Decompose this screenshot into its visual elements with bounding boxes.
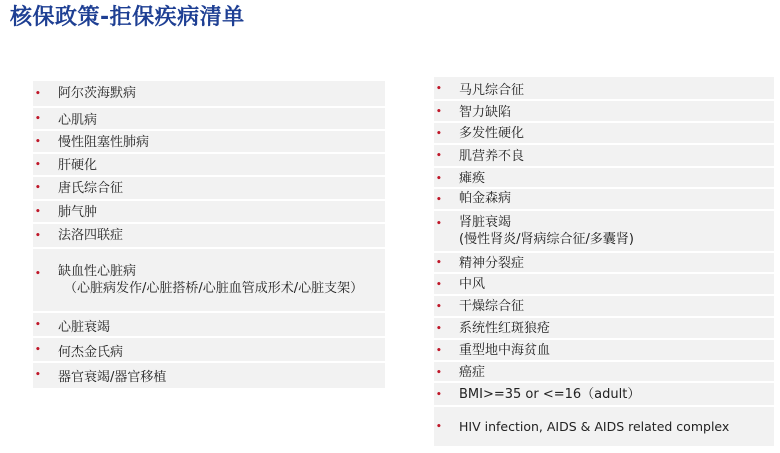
list-item-label: BMI>=35 or <=16（adult）: [459, 387, 641, 402]
list-item-label: 肌营养不良: [459, 149, 525, 164]
list-item-label: 马凡综合征: [459, 83, 525, 98]
bullet-icon: •: [35, 114, 41, 124]
list-item: [434, 123, 774, 145]
bullet-icon: •: [436, 280, 442, 290]
list-item-label: 重型地中海贫血: [459, 343, 551, 358]
bullet-icon: •: [436, 195, 442, 205]
list-item: [33, 177, 385, 201]
bullet-icon: •: [436, 84, 442, 94]
list-item-label: 多发性硬化: [459, 126, 525, 141]
bullet-icon: •: [436, 258, 442, 268]
list-item: [33, 363, 385, 388]
list-item-label: 中风: [459, 277, 486, 292]
bullet-icon: •: [35, 320, 41, 330]
list-item: [434, 340, 774, 362]
list-item-label: 慢性阻塞性肺病: [58, 135, 150, 150]
page-title: 核保政策-拒保疾病清单: [10, 5, 245, 30]
list-item-label: 器官衰竭/器官移植: [58, 370, 167, 385]
list-item: [434, 101, 774, 123]
list-item: [434, 168, 774, 189]
list-item: [33, 201, 385, 224]
list-item: [434, 362, 774, 383]
bullet-icon: •: [436, 390, 442, 400]
list-item-label: 肝硬化: [58, 158, 98, 173]
list-item: [434, 296, 774, 318]
list-item-label: 瘫痪: [459, 171, 486, 186]
list-item-label: 癌症: [459, 365, 486, 380]
list-item-label: HIV infection, AIDS & AIDS related complex: [459, 419, 730, 434]
bullet-icon: •: [35, 231, 41, 241]
list-item-label: 心脏衰竭: [58, 320, 111, 335]
list-item: [33, 338, 385, 363]
list-item-main-text: 缺血性心脏病: [58, 264, 137, 279]
list-item-main-text: 肾脏衰竭: [459, 215, 512, 230]
list-item: [33, 154, 385, 177]
bullet-icon: •: [35, 89, 41, 99]
list-item: [434, 274, 774, 296]
list-item: [434, 189, 774, 211]
list-item-sub-text: （心脏病发作/心脏搭桥/心脏血管成形术/心脏支架）: [64, 281, 364, 296]
bullet-icon: •: [436, 302, 442, 312]
list-item: [434, 407, 774, 446]
list-item-label: 法洛四联症: [58, 228, 124, 243]
list-item: [434, 253, 774, 274]
list-item-label: 精神分裂症: [459, 256, 525, 271]
list-item: [33, 131, 385, 154]
bullet-icon: •: [35, 137, 41, 147]
list-item-label: 唐氏综合征: [58, 181, 124, 196]
bullet-icon: •: [35, 345, 41, 355]
list-item-label: [58, 263, 381, 297]
list-item: [434, 145, 774, 168]
list-item-label: 心肌病: [58, 113, 98, 128]
bullet-icon: •: [436, 219, 442, 229]
bullet-icon: •: [35, 160, 41, 170]
list-item-label: 系统性红斑狼疮: [459, 321, 551, 336]
list-item-label: [459, 214, 770, 248]
list-item: [434, 211, 774, 253]
list-item: [33, 224, 385, 249]
bullet-icon: •: [35, 370, 41, 380]
list-item: [434, 318, 774, 340]
bullet-icon: •: [35, 183, 41, 193]
bullet-icon: •: [436, 129, 442, 139]
bullet-icon: •: [35, 269, 41, 279]
list-item-label: 干燥综合征: [459, 299, 525, 314]
bullet-icon: •: [436, 324, 442, 334]
list-item: [33, 108, 385, 131]
bullet-icon: •: [35, 207, 41, 217]
list-item: [434, 77, 774, 101]
list-item-label: 阿尔茨海默病: [58, 86, 137, 101]
list-item-label: 帕金森病: [459, 191, 512, 206]
list-item: [33, 313, 385, 338]
left-disease-list: [33, 81, 385, 388]
list-item: [434, 383, 774, 407]
list-item: [33, 81, 385, 108]
bullet-icon: •: [436, 346, 442, 356]
list-item-sub-text: (慢性肾炎/肾病综合征/多囊肾): [459, 232, 634, 247]
bullet-icon: •: [436, 107, 442, 117]
list-item: [33, 249, 385, 313]
right-disease-list: [434, 77, 774, 446]
bullet-icon: •: [436, 422, 442, 432]
list-item-label: 肺气肿: [58, 205, 98, 220]
list-item-label: 智力缺陷: [459, 105, 512, 120]
bullet-icon: •: [436, 151, 442, 161]
list-item-label: 何杰金氏病: [58, 345, 124, 360]
bullet-icon: •: [436, 368, 442, 378]
bullet-icon: •: [436, 174, 442, 184]
